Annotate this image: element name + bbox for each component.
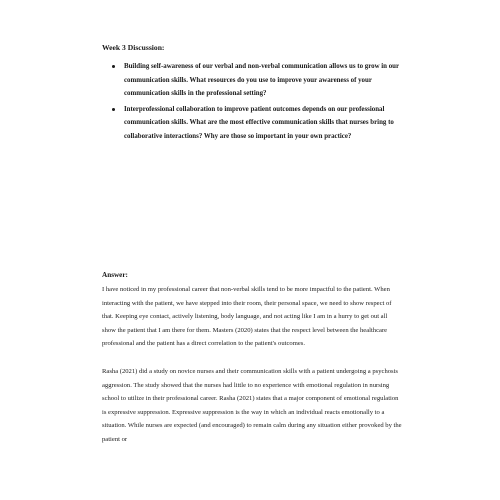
discussion-heading: Week 3 Discussion:	[102, 43, 165, 52]
answer-paragraph: I have noticed in my professional career that non-verbal skills tend to be more impactful to the patient. When interacting with the patient, we have stepped into their room, their personal space, we need to show respect of that. Keeping eye contact, actively listening, body language, and not acting like I am in a hurry to get out all show the patient that I am there for them. Masters (2020) states that the respect level between the healthcare professional and the patient has a direct correlation to the patient's outcomes.	[102, 286, 392, 348]
question-item	[108, 60, 408, 101]
question-item	[108, 103, 408, 144]
question-list	[108, 60, 408, 145]
bullet-icon	[112, 108, 115, 111]
question-text: Interprofessional collaboration to improve patient outcomes depends on our professional communication skills. What are the most effective communication skills that nurses bring to collaborative interactions? Why are those so important in your own practice?	[124, 105, 394, 140]
answer-label: Answer:	[102, 271, 128, 279]
answer-paragraph: Rasha (2021) did a study on novice nurses and their communication skills with a patient undergoing a psychosis aggression. The study showed that the nurses had little to no experience with emotional regulation in nursing school to utilize in their professional career. Rasha (2021) states that a major component of emotional regulation is expressive suppression. Expressive suppression is the way in which an individual reacts emotionally to a situation. While nurses are expected (and encouraged) to remain calm during any situation either provoked by the patient or	[102, 368, 402, 443]
question-text: Building self-awareness of our verbal and non-verbal communication allows us to grow in our communication skills. What resources do you use to improve your awareness of your communication skills in the professional setting?	[124, 63, 399, 97]
bullet-icon	[112, 65, 115, 68]
